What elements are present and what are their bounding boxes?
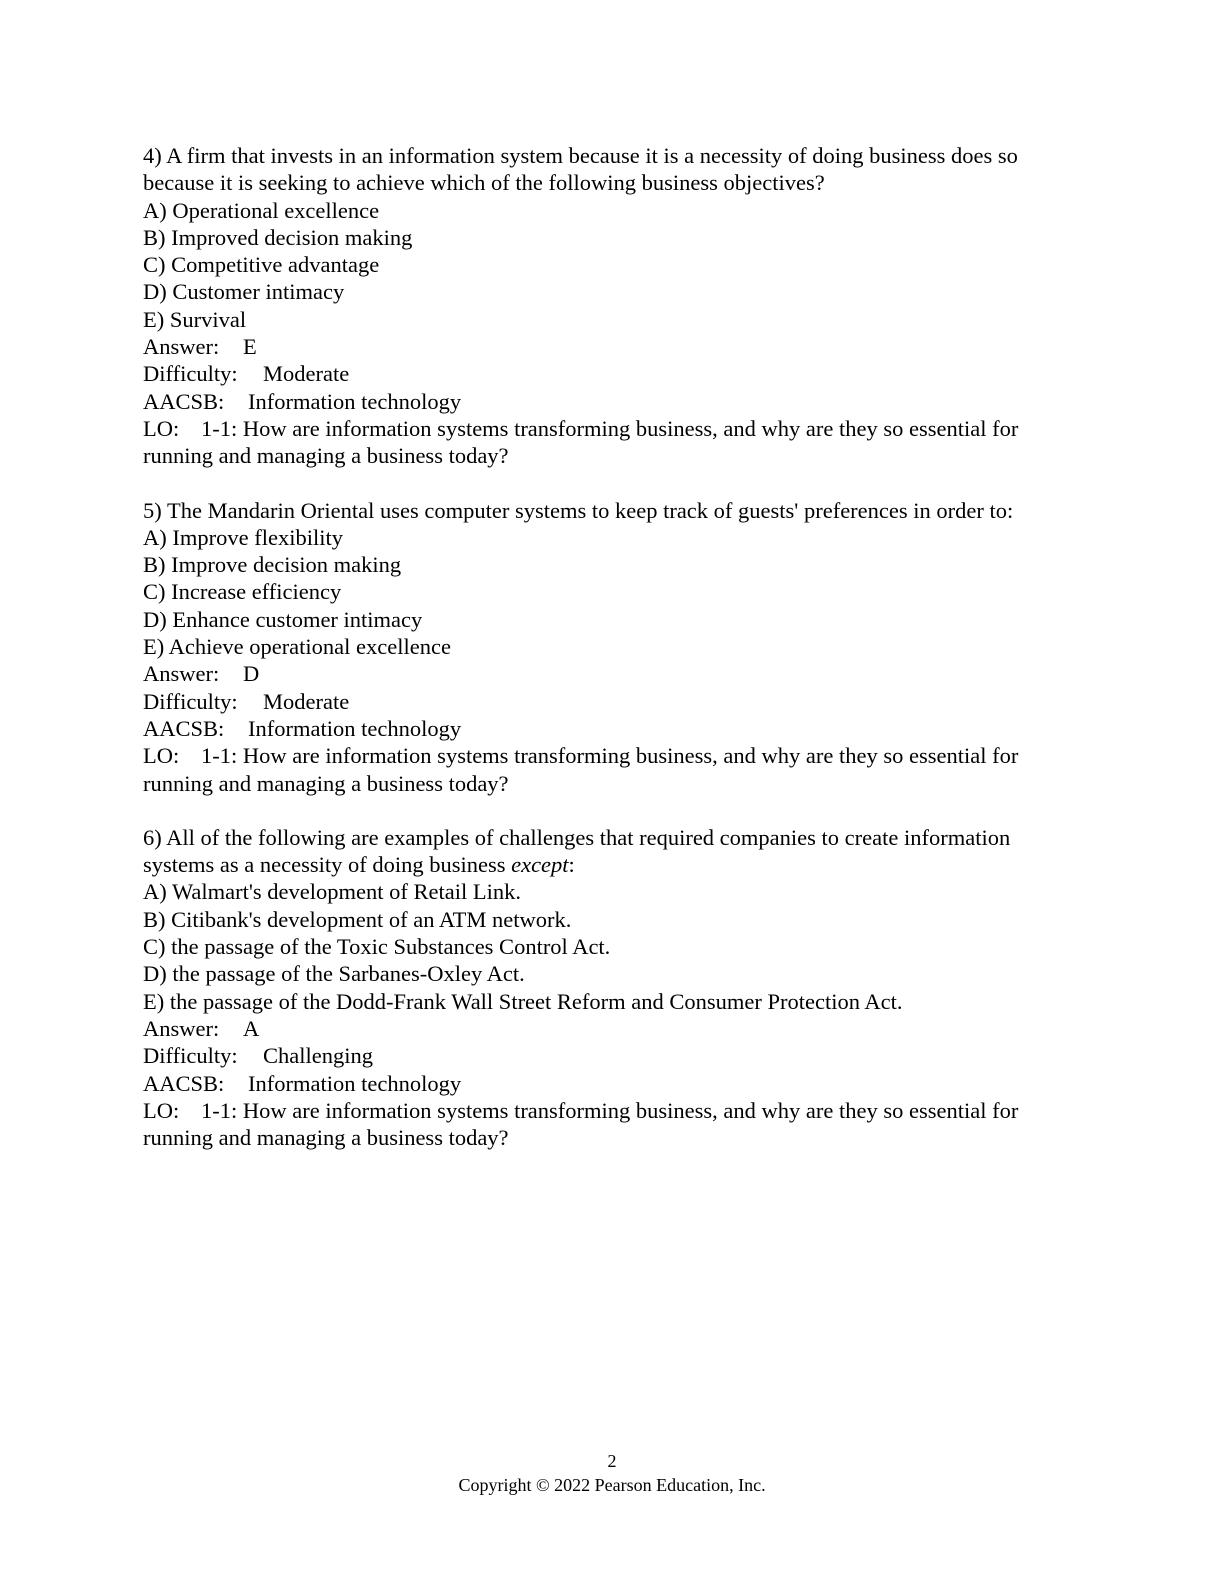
aacsb-value: Information technology xyxy=(248,1070,462,1096)
lo-line xyxy=(143,742,1083,797)
difficulty-value: Moderate xyxy=(263,688,350,714)
option-c: C) Competitive advantage xyxy=(143,252,380,278)
question-6 xyxy=(143,824,1083,1152)
lo-label: LO: xyxy=(143,743,180,769)
option-a: A) Walmart's development of Retail Link. xyxy=(143,879,521,905)
difficulty-line xyxy=(143,1042,1083,1069)
aacsb-label: AACSB: xyxy=(143,1070,225,1096)
answer-label: Answer: xyxy=(143,661,220,687)
answer-label: Answer: xyxy=(143,1015,220,1041)
difficulty-line xyxy=(143,688,1083,715)
difficulty-line xyxy=(143,360,1083,387)
question-stem-text: 6) All of the following are examples of challenges that required companies to create information systems as a necessity of doing business xyxy=(143,824,1011,878)
difficulty-label: Difficulty: xyxy=(143,361,238,387)
option-b: B) Improve decision making xyxy=(143,552,402,578)
aacsb-value: Information technology xyxy=(248,388,462,414)
question-4 xyxy=(143,142,1083,470)
difficulty-label: Difficulty: xyxy=(143,1043,238,1069)
option-d: D) Enhance customer intimacy xyxy=(143,606,423,632)
option-d: D) the passage of the Sarbanes-Oxley Act. xyxy=(143,961,525,987)
answer-line xyxy=(143,660,1083,687)
lo-label: LO: xyxy=(143,415,180,441)
aacsb-line xyxy=(143,715,1083,742)
answer-value: E xyxy=(243,334,257,360)
page-number: 2 xyxy=(607,1451,617,1471)
question-stem-end: : xyxy=(568,852,575,878)
option-c: C) the passage of the Toxic Substances Control Act. xyxy=(143,934,611,960)
question-stem: 4) A firm that invests in an information system because it is a necessity of doing business does so because it is seeking to achieve which of the following business objectives? xyxy=(143,143,1018,196)
lo-line xyxy=(143,415,1083,470)
lo-value: 1-1: How are information systems transforming business, and why are they so essential for running and managing a business today? xyxy=(143,1097,1019,1151)
option-e: E) Achieve operational excellence xyxy=(143,634,451,660)
document-body xyxy=(143,142,1083,1178)
option-e: E) Survival xyxy=(143,306,247,332)
difficulty-value: Challenging xyxy=(263,1043,373,1069)
aacsb-line xyxy=(143,1070,1083,1097)
option-d: D) Customer intimacy xyxy=(143,279,345,305)
aacsb-label: AACSB: xyxy=(143,388,225,414)
answer-label: Answer: xyxy=(143,334,220,360)
answer-line xyxy=(143,1015,1083,1042)
lo-line xyxy=(143,1097,1083,1152)
lo-value: 1-1: How are information systems transforming business, and why are they so essential for running and managing a business today? xyxy=(143,743,1019,796)
question-5 xyxy=(143,497,1083,797)
option-b: B) Citibank's development of an ATM network. xyxy=(143,906,572,932)
difficulty-value: Moderate xyxy=(263,361,350,387)
question-stem-emphasis: except xyxy=(511,852,569,878)
aacsb-label: AACSB: xyxy=(143,715,225,741)
aacsb-value: Information technology xyxy=(248,715,462,741)
copyright-notice: Copyright © 2022 Pearson Education, Inc. xyxy=(458,1475,766,1495)
lo-value: 1-1: How are information systems transforming business, and why are they so essential for running and managing a business today? xyxy=(143,415,1019,469)
option-e: E) the passage of the Dodd-Frank Wall Street Reform and Consumer Protection Act. xyxy=(143,988,903,1014)
option-a: A) Operational excellence xyxy=(143,197,380,223)
option-a: A) Improve flexibility xyxy=(143,524,343,550)
answer-value: A xyxy=(243,1015,260,1041)
difficulty-label: Difficulty: xyxy=(143,688,238,714)
option-c: C) Increase efficiency xyxy=(143,579,342,605)
option-b: B) Improved decision making xyxy=(143,224,413,250)
question-stem xyxy=(143,824,1083,879)
lo-label: LO: xyxy=(143,1097,180,1123)
aacsb-line xyxy=(143,388,1083,415)
answer-line xyxy=(143,333,1083,360)
answer-value: D xyxy=(243,661,260,687)
question-stem: 5) The Mandarin Oriental uses computer systems to keep track of guests' preferences in order to: xyxy=(143,497,1014,523)
